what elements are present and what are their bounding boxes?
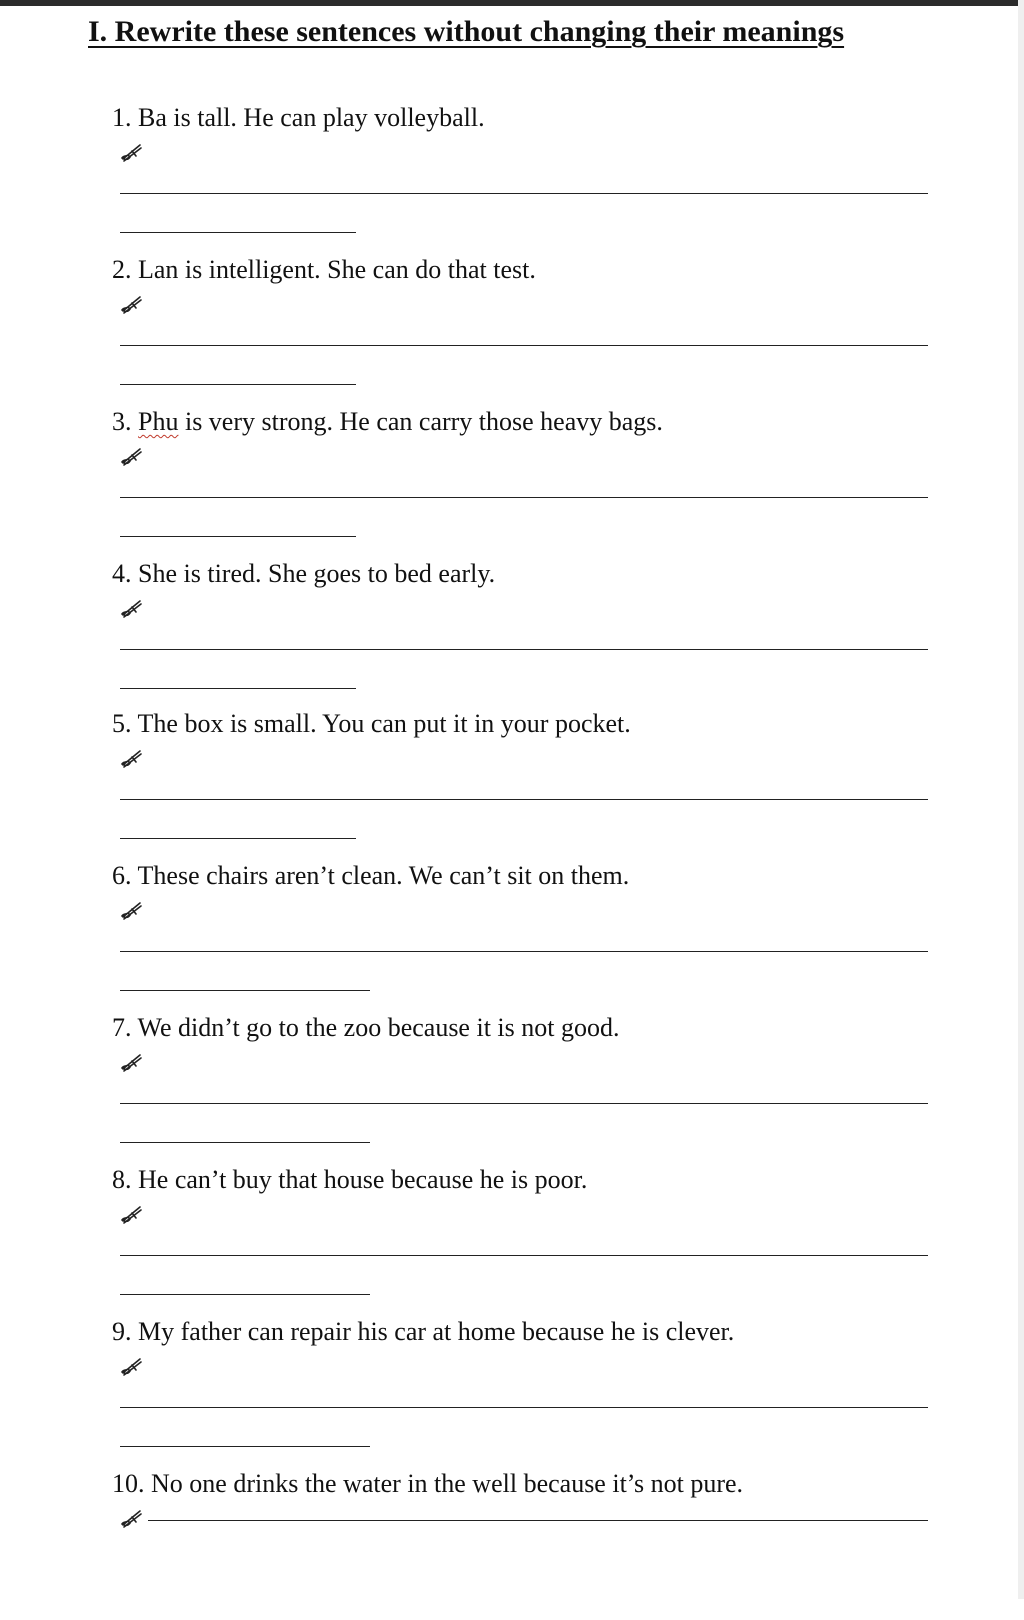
answer-line[interactable] <box>120 649 928 650</box>
question-number: 2. <box>112 255 132 284</box>
answer-line-continuation[interactable] <box>120 990 370 991</box>
question-sentence: My father can repair his car at home because he is clever. <box>138 1317 735 1346</box>
question-sentence: These chairs aren’t clean. We can’t sit on them. <box>137 861 630 890</box>
answer-line[interactable] <box>120 1103 928 1104</box>
answer-line[interactable] <box>120 345 928 346</box>
question-text-7 <box>112 1012 619 1044</box>
question-sentence: Lan is intelligent. She can do that test. <box>138 255 536 284</box>
spellcheck-word: Phu <box>138 407 179 436</box>
top-bar <box>0 0 1024 6</box>
answer-line[interactable] <box>120 799 928 800</box>
question-sentence: Ba is tall. He can play volleyball. <box>138 103 485 132</box>
question-number: 1. <box>112 103 132 132</box>
question-number: 9. <box>112 1317 132 1346</box>
question-text-6 <box>112 860 629 892</box>
question-text-4 <box>112 558 495 590</box>
writing-hand-icon <box>120 140 144 164</box>
question-text-2 <box>112 254 536 286</box>
answer-line[interactable] <box>120 497 928 498</box>
answer-line[interactable] <box>120 193 928 194</box>
question-number: 4. <box>112 559 132 588</box>
answer-line[interactable] <box>120 951 928 952</box>
writing-hand-icon <box>120 1050 144 1074</box>
answer-line[interactable] <box>120 1407 928 1408</box>
question-text-10 <box>112 1468 743 1500</box>
answer-line[interactable] <box>148 1520 928 1521</box>
question-item-1 <box>112 102 942 254</box>
answer-line[interactable] <box>120 1255 928 1256</box>
answer-line-continuation[interactable] <box>120 838 356 839</box>
question-sentence: The box is small. You can put it in your pocket. <box>137 709 631 738</box>
answer-line-continuation[interactable] <box>120 1446 370 1447</box>
exercise-heading: I. Rewrite these sentences without changing their meanings <box>88 15 845 48</box>
page-edge <box>1018 0 1024 1599</box>
answer-line-continuation[interactable] <box>120 232 356 233</box>
answer-line-continuation[interactable] <box>120 384 356 385</box>
question-item-10 <box>112 1468 942 1620</box>
question-number: 5. <box>112 709 132 738</box>
question-number: 10. <box>112 1469 145 1498</box>
writing-hand-icon <box>120 1506 144 1530</box>
answer-line-continuation[interactable] <box>120 536 356 537</box>
answer-line-continuation[interactable] <box>120 1142 370 1143</box>
question-item-2 <box>112 254 942 406</box>
writing-hand-icon <box>120 292 144 316</box>
question-text-9 <box>112 1316 734 1348</box>
writing-hand-icon <box>120 746 144 770</box>
question-number: 6. <box>112 861 132 890</box>
question-item-4 <box>112 558 942 710</box>
question-text-8 <box>112 1164 587 1196</box>
question-sentence: is very strong. He can carry those heavy bags. <box>178 407 663 436</box>
question-number: 8. <box>112 1165 132 1194</box>
question-number: 7. <box>112 1013 132 1042</box>
question-item-8 <box>112 1164 942 1316</box>
question-item-3 <box>112 406 942 558</box>
writing-hand-icon <box>120 596 144 620</box>
question-item-9 <box>112 1316 942 1468</box>
question-item-5 <box>112 708 942 860</box>
question-sentence: No one drinks the water in the well because it’s not pure. <box>151 1469 744 1498</box>
question-sentence: She is tired. She goes to bed early. <box>138 559 496 588</box>
question-item-6 <box>112 860 942 1012</box>
answer-line-continuation[interactable] <box>120 688 356 689</box>
answer-line-continuation[interactable] <box>120 1294 370 1295</box>
question-sentence: He can’t buy that house because he is poor. <box>138 1165 588 1194</box>
question-number: 3. <box>112 407 132 436</box>
question-text-5 <box>112 708 631 740</box>
writing-hand-icon <box>120 1202 144 1226</box>
writing-hand-icon <box>120 444 144 468</box>
question-text-3 <box>112 406 663 438</box>
writing-hand-icon <box>120 1354 144 1378</box>
question-sentence: We didn’t go to the zoo because it is not good. <box>137 1013 620 1042</box>
writing-hand-icon <box>120 898 144 922</box>
question-text-1 <box>112 102 485 134</box>
question-item-7 <box>112 1012 942 1164</box>
